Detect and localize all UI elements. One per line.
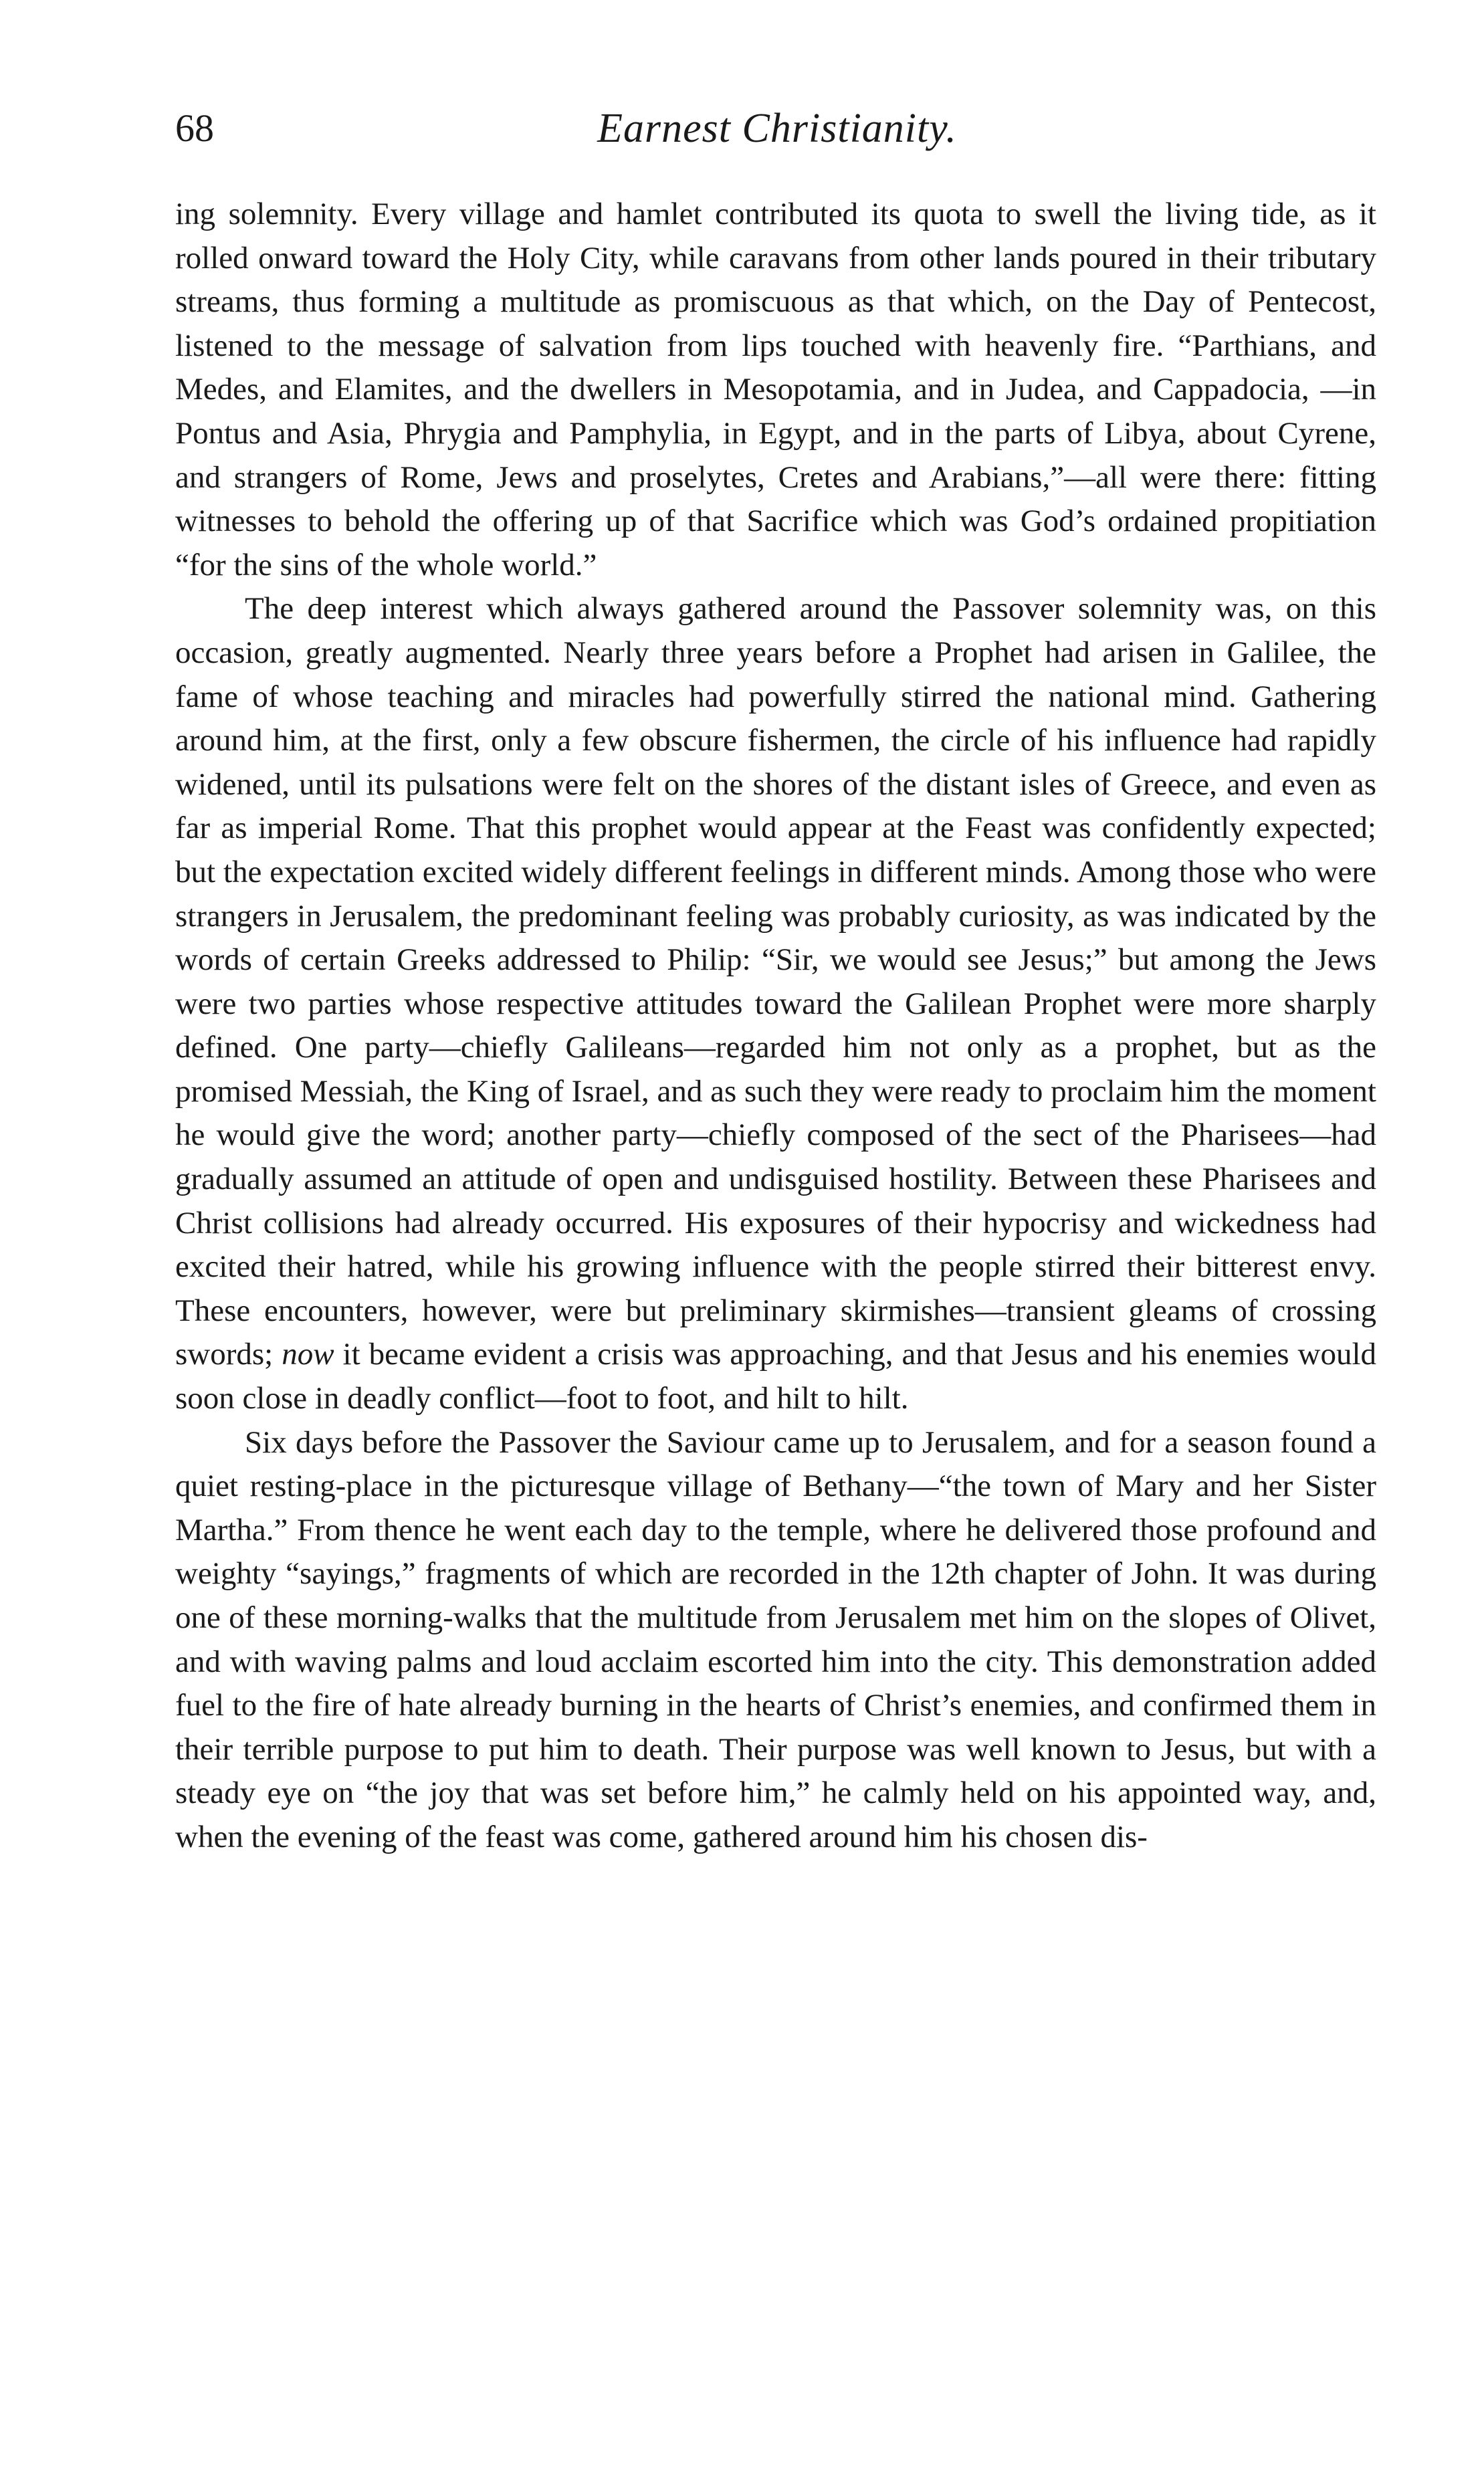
paragraph-2-text-before: The deep interest which always gathered around the Passover solemnity was, on this occasion, greatly augmented. Nearly three years before a Prophet had arisen in Galilee, the fame of whose teaching and miracles had powerfully stirred the national mind. Gathering around him, at the first, only a few obscure fishermen, the circle of his influence had rapidly widened, until its pulsations were felt on the shores of the distant isles of Greece, and even as far as imperial Rome. That this prophet would appear at the Feast was confidently expected; but the expectation excited widely different feelings in different minds. Among those who were strangers in Jerusalem, the predominant feeling was probably curiosity, as was indicated by the words of certain Greeks addressed to Philip: “Sir, we would see Jesus;” but among the Jews were two parties whose respective attitudes toward the Galilean Prophet were more sharply defined. One party—chiefly Galileans—regarded him not only as a prophet, but as the promised Messiah, the King of Israel, and as such they were ready to proclaim him the moment he would give the word; another party—chiefly composed of the sect of the Pharisees—had gradually assumed an attitude of open and undisguised hostility. Between these Pharisees and Christ collisions had already occurred. His exposures of their hypocrisy and wickedness had excited their hatred, while his growing influence with the people stirred their bitterest envy. These encounters, however, were but preliminary skirmishes—transient gleams of crossing swords;: [175, 591, 1376, 1372]
body-text: [175, 193, 1376, 1860]
page-number: 68: [175, 106, 214, 150]
paragraph-2: [175, 587, 1376, 1420]
paragraph-2-text-after: it became evident a crisis was approaching, and that Jesus and his enemies would soon close in deadly conflict—foot to foot, and hilt to hilt.: [175, 1337, 1376, 1416]
paragraph-2-emphasis: now: [282, 1337, 334, 1372]
running-title: Earnest Christianity.: [597, 106, 957, 151]
paragraph-3: Six days before the Passover the Saviour came up to Jerusalem, and for a season found a quiet resting-place in the picturesque village of Bethany—“the town of Mary and her Sister Martha.” From thence he went each day to the temple, where he delivered those profound and weighty “sayings,” fragments of which are recorded in the 12th chapter of John. It was during one of these morning-walks that the multitude from Jerusalem met him on the slopes of Olivet, and with waving palms and loud acclaim escorted him into the city. This demonstration added fuel to the fire of hate already burning in the hearts of Christ’s enemies, and confirmed them in their terrible purpose to put him to death. Their purpose was well known to Jesus, but with a steady eye on “the joy that was set before him,” he calmly held on his appointed way, and, when the evening of the feast was come, gathered around him his chosen dis-: [175, 1424, 1376, 1854]
running-head: [175, 102, 1379, 162]
paragraph-1: ing solemnity. Every village and hamlet contributed its quota to swell the living tide, as it rolled onward toward the Holy City, while caravans from other lands poured in their tributary streams, thus forming a multitude as promiscuous as that which, on the Day of Pentecost, listened to the message of salvation from lips touched with heavenly fire. “Parthians, and Medes, and Elamites, and the dwellers in Mesopotamia, and in Judea, and Cappadocia, —in Pontus and Asia, Phrygia and Pamphylia, in Egypt, and in the parts of Libya, about Cyrene, and strangers of Rome, Jews and proselytes, Cretes and Arabians,”—all were there: fitting witnesses to behold the offering up of that Sacrifice which was God’s ordained propitiation “for the sins of the whole world.”: [175, 197, 1376, 582]
